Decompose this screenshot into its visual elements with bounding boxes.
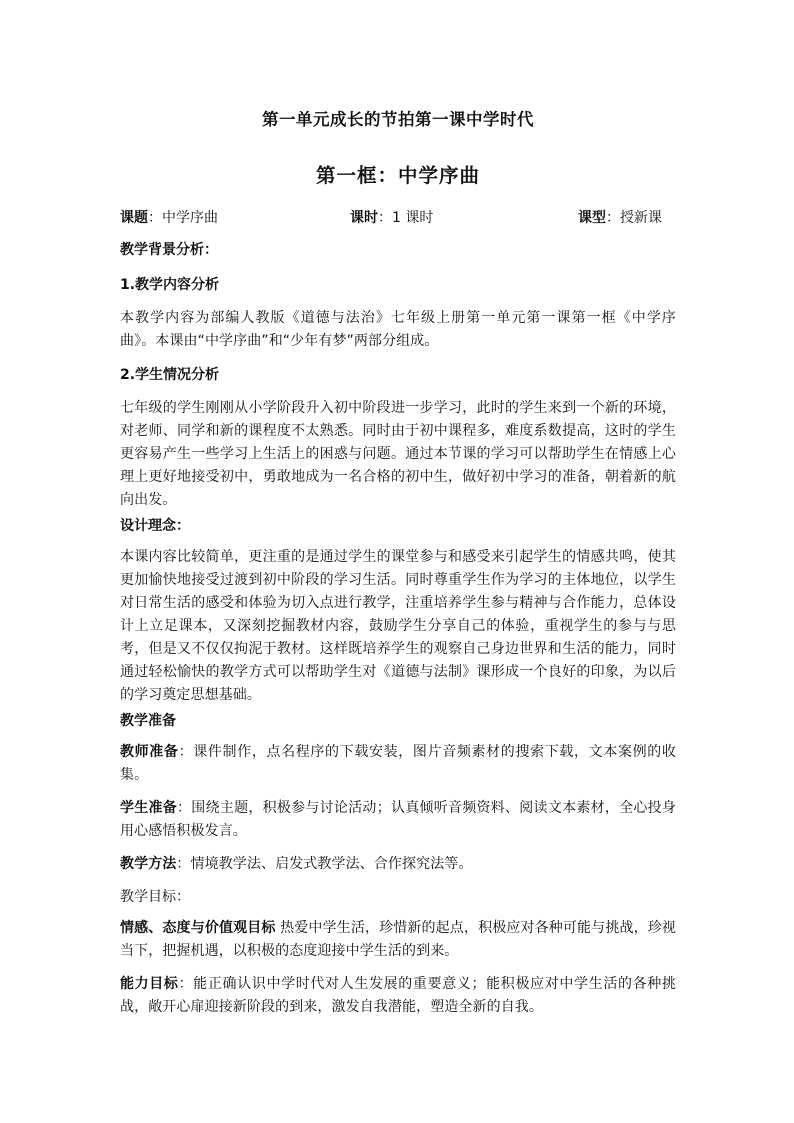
- document-title: 第一单元成长的节拍第一课中学时代: [262, 110, 534, 129]
- student-prep-paragraph: [120, 797, 676, 843]
- meta-type-label: 课型: [578, 210, 606, 226]
- methods-text: ：情境教学法、启发式教学法、合作探究法等。: [176, 856, 473, 872]
- teacher-prep-label: 教师准备: [120, 744, 179, 760]
- lesson-meta-row: [120, 207, 676, 227]
- goal-ability-label: 能力目标: [120, 976, 179, 992]
- teacher-prep-text: ：课件制作，点名程序的下载安装，图片音频素材的搜索下载，文本案例的收集。: [120, 744, 676, 783]
- content-analysis-text: 本教学内容为部编人教版《道德与法治》七年级上册第一单元第一课第一框《中学序曲》。本课由“中学序曲”和“少年有梦”两部分组成。: [120, 310, 676, 349]
- student-prep-label: 学生准备: [120, 800, 178, 816]
- student-prep-text: ：围绕主题，积极参与讨论活动；认真倾听音频资料、阅读文本素材，全心投身用心感悟积极发言。: [120, 800, 676, 839]
- teacher-prep-paragraph: [120, 741, 676, 787]
- design-concept-heading: 设计理念：: [120, 518, 190, 534]
- student-analysis-heading: 2.学生情况分析: [120, 367, 220, 383]
- meta-topic-value: ：中学序曲: [148, 210, 218, 226]
- goal-ability-paragraph: [120, 973, 676, 1019]
- methods-label: 教学方法: [120, 856, 177, 872]
- meta-hours-label: 课时: [350, 210, 378, 226]
- meta-hours: [350, 207, 433, 227]
- goal-emotion-label: 情感、态度与价值观目标: [120, 920, 276, 936]
- goal-emotion-text: 热爱中学生活，珍惜新的起点，积极应对各种可能与挑战，珍视当下，把握机遇，以积极的态度迎接中学生活的到来。: [120, 920, 676, 959]
- goals-heading: 教学目标：: [120, 889, 190, 905]
- goal-emotion-paragraph: [120, 917, 676, 963]
- background-heading: 教学背景分析：: [120, 242, 218, 258]
- document-subtitle: 第一框：中学序曲: [315, 164, 480, 187]
- meta-type: [578, 207, 662, 227]
- methods-paragraph: [120, 853, 676, 876]
- student-analysis-text: 七年级的学生刚刚从小学阶段升入初中阶段进一步学习，此时的学生来到一个新的环境，对老师、同学和新的课程度不太熟悉。同时由于初中课程多，难度系数提高，这时的学生更容易产生一些学习上生活上的困惑与问题。通过本节课的学习可以帮助学生在情感上心理上更好地接受初中，勇敢地成为一名合格的初中生，做好初中学习的准备，朝着新的航向出发。: [120, 400, 676, 508]
- content-analysis-heading: 1.教学内容分析: [120, 277, 220, 293]
- meta-topic: [120, 207, 218, 227]
- design-concept-text: 本课内容比较简单，更注重的是通过学生的课堂参与和感受来引起学生的情感共鸣，使其更加愉快地接受过渡到初中阶段的学习生活。同时尊重学生作为学习的主体地位，以学生对日常生活的感受和体验为切入点进行教学，注重培养学生参与精神与合作能力，总体设计上立足课本，又深刻挖掘教材内容，鼓励学生分享自己的体验，重视学生的参与与思考，但是又不仅仅拘泥于教材。这样既培养学生的观察自己身边世界和生活的能力，同时通过轻松愉快的教学方式可以帮助学生对《道德与法制》课形成一个良好的印象，为以后的学习奠定思想基础。: [120, 549, 676, 703]
- teaching-prep-heading: 教学准备: [120, 713, 176, 729]
- goal-ability-text: ：能正确认识中学时代对人生发展的重要意义；能积极应对中学生活的各种挑战，敞开心扉迎接新阶段的到来，激发自我潜能，塑造全新的自我。: [120, 976, 676, 1015]
- meta-topic-label: 课题: [120, 210, 148, 226]
- meta-hours-value: ：1 课时: [378, 210, 434, 226]
- meta-type-value: ：授新课: [606, 210, 662, 226]
